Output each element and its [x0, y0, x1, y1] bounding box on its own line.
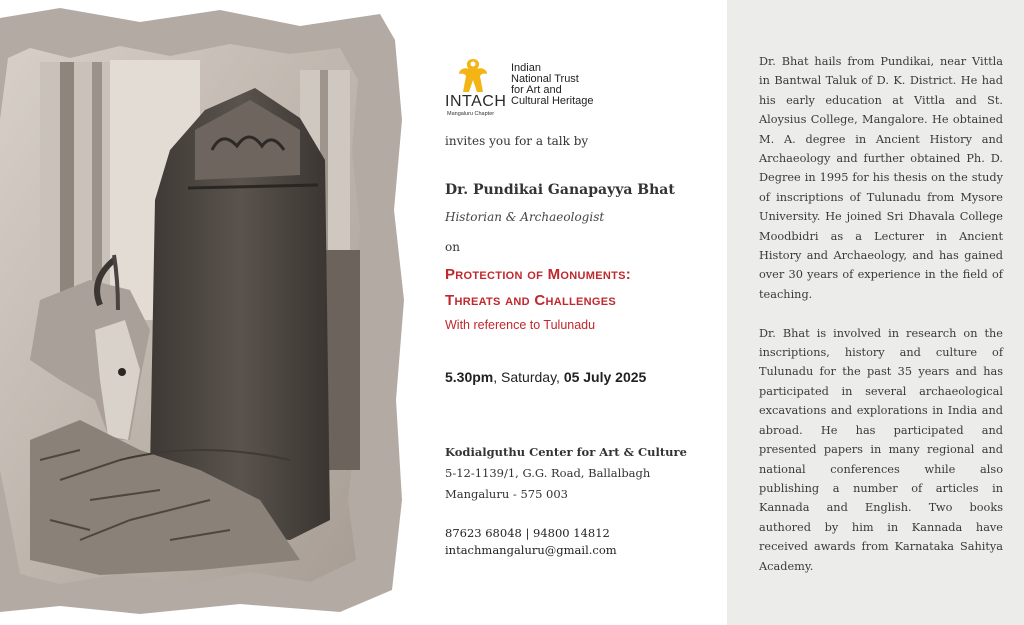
contact-phones: 87623 68048 | 94800 14812: [445, 526, 610, 540]
on-text: on: [445, 240, 460, 254]
trust-line: National Trust: [511, 73, 579, 85]
talk-subtitle: With reference to Tulunadu: [445, 318, 596, 332]
bio-paragraph: Dr. Bhat is involved in research on the inscriptions, history and culture of Tulunadu for the past 35 years and has participated in several archaeological excavations and explorations in India and abroad. He has participated and presented papers in many regional and national conferences while also publishing a number of articles in Kannada and English. Two books authored by him in Kannada have received awards from Karnataka Sahitya Academy.: [759, 326, 1003, 573]
logo-chapter: Mangaluru Chapter: [447, 111, 495, 117]
inscription-stone-photo: [0, 0, 420, 625]
event-datetime: [445, 369, 646, 385]
trust-name: [511, 63, 594, 107]
invitation-column: [445, 0, 725, 625]
bio-panel: [727, 0, 1024, 625]
logo-wordmark: INTACH: [445, 93, 507, 110]
venue-address-line: Mangaluru - 575 003: [445, 487, 568, 501]
bio-paragraph: Dr. Bhat hails from Pundikai, near Vittla in Bantwal Taluk of D. K. District. He had his early education at Vittla and St. Aloysius College, Mangalore. He obtained M. A. degree in Ancient History and Archaeology and further obtained Ph. D. Degree in 1995 for his thesis on the study of inscriptions of Tulunadu from Mysore University. He joined Sri Dhavala College Moodbidri as a Lecturer in Ancient History and Archaeology, and has gained over 30 years of experience in the field of teaching.: [759, 55, 1003, 301]
speaker-bio: [759, 52, 1003, 576]
intach-emblem-icon: [455, 55, 491, 93]
talk-title-line: Threats and Challenges: [445, 292, 617, 309]
trust-line: Cultural Heritage: [511, 95, 594, 107]
speaker-role: Historian & Archaeologist: [445, 210, 605, 224]
trust-line: for Art and: [511, 84, 562, 96]
hero-photograph: [0, 0, 420, 625]
speaker-name: Dr. Pundikai Ganapayya Bhat: [445, 182, 675, 198]
invite-text: invites you for a talk by: [445, 134, 589, 148]
intach-logo: [445, 55, 625, 125]
contact-email[interactable]: intachmangaluru@gmail.com: [445, 543, 617, 557]
talk-title-line: Protection of Monuments:: [445, 266, 632, 283]
venue-address-line: 5-12-1139/1, G.G. Road, Ballalbagh: [445, 466, 651, 480]
trust-line: Indian: [511, 62, 541, 74]
event-time: 5.30pm: [445, 369, 494, 385]
talk-title: [445, 262, 631, 314]
event-day: , Saturday,: [493, 369, 564, 385]
venue-name: Kodialguthu Center for Art & Culture: [445, 445, 687, 459]
event-date: 05 July 2025: [563, 369, 647, 385]
